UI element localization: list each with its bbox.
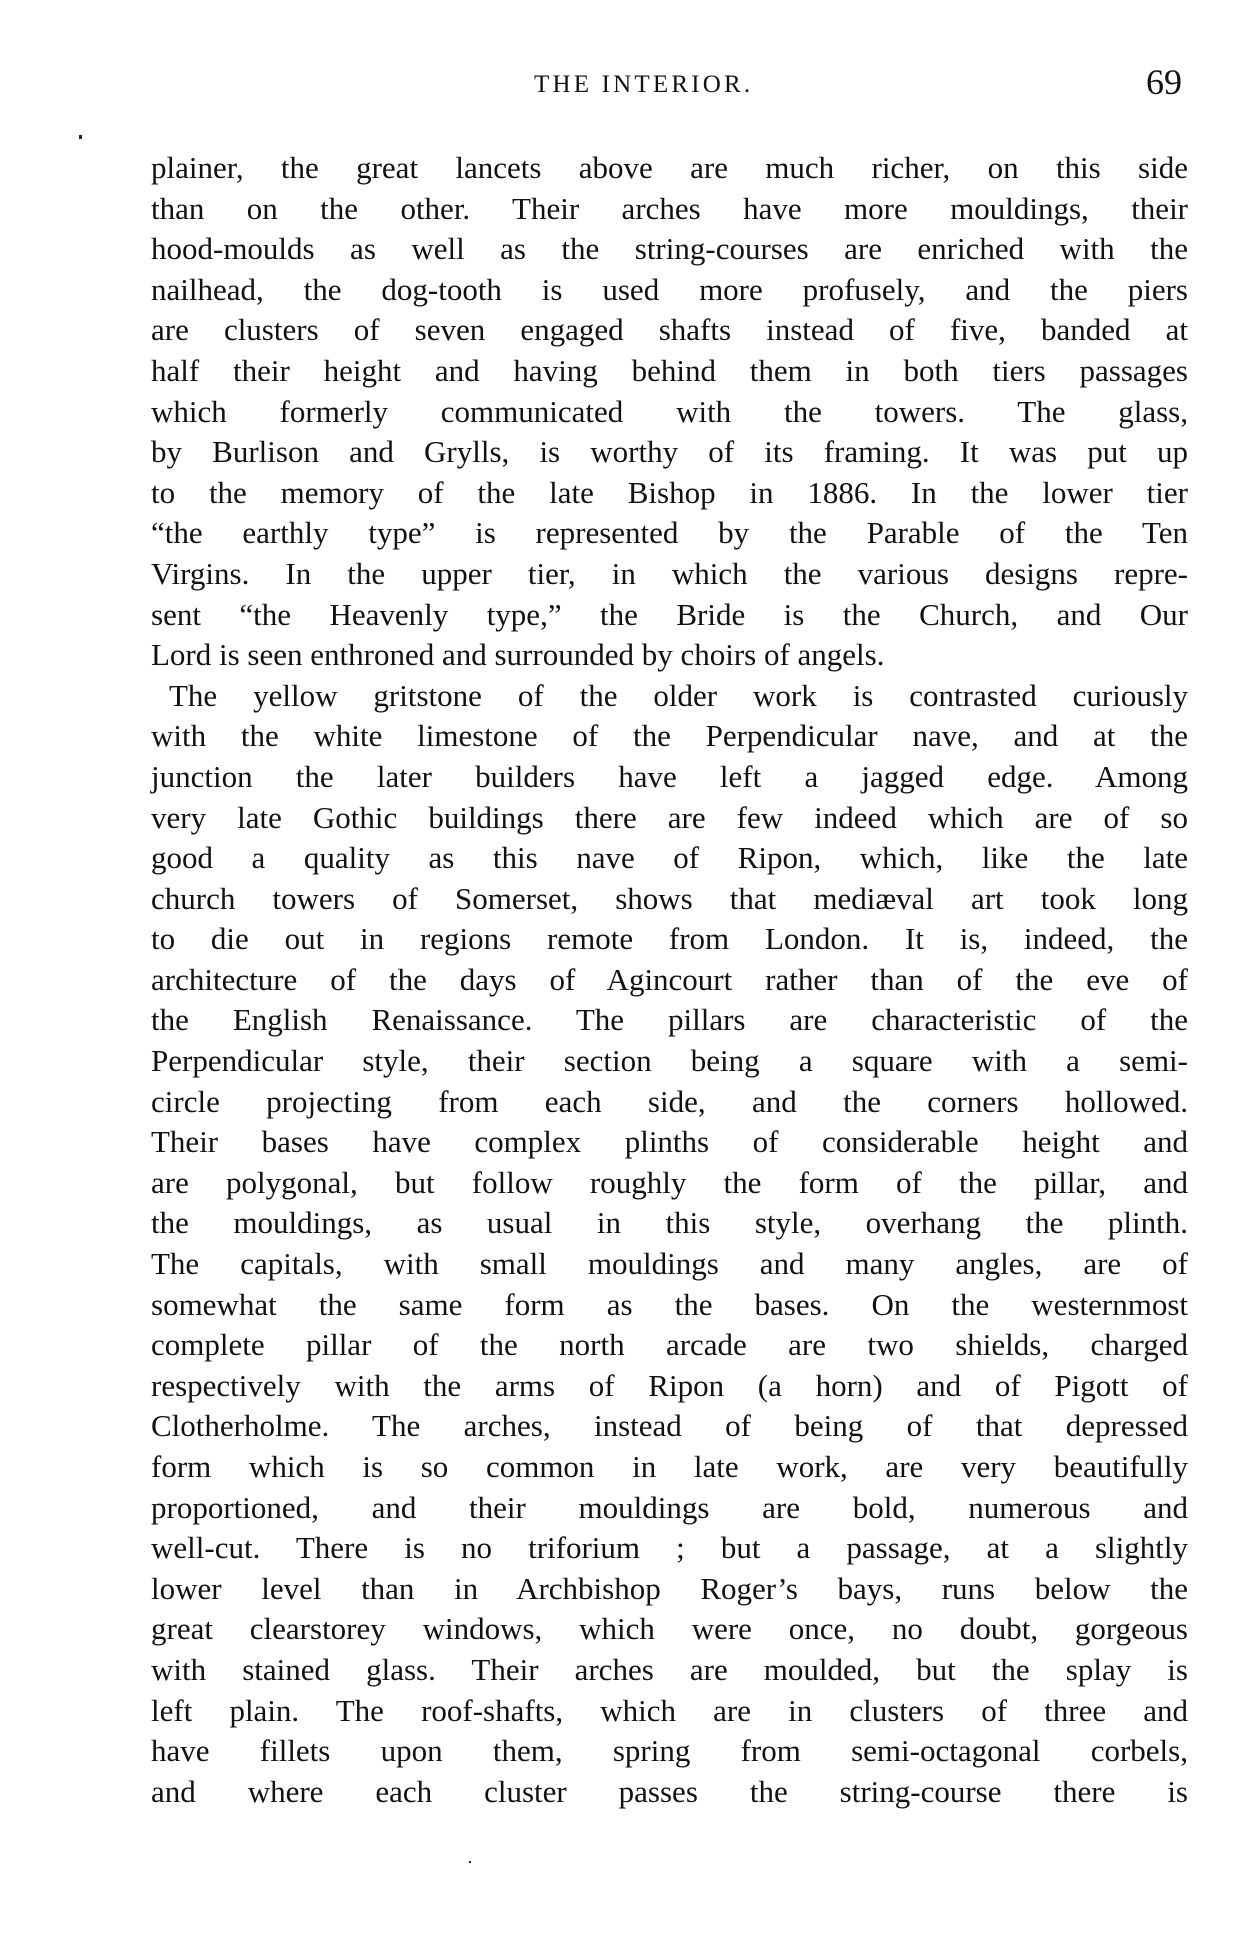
text-line: plainer, the great lancets above are much richer, on this side	[151, 150, 1188, 185]
text-line: “the earthly type” is represented by the Parable of the Ten	[151, 515, 1188, 551]
stray-ink-mark	[469, 1861, 471, 1863]
paragraph	[151, 148, 1188, 676]
text-line: nailhead, the dog-tooth is used more profusely, and the piers	[151, 271, 1188, 307]
text-line: left plain. The roof-shafts, which are in clusters of three and	[151, 1692, 1188, 1728]
text-line: to the memory of the late Bishop in 1886. In the lower tier	[151, 474, 1188, 510]
text-line: great clearstorey windows, which were once, no doubt, gorgeous	[151, 1611, 1188, 1647]
running-title: THE INTERIOR.	[534, 71, 754, 98]
text-line: form which is so common in late work, are very beautifully	[151, 1449, 1188, 1484]
text-line: architecture of the days of Agincourt rather than of the eve of	[151, 961, 1188, 997]
text-line: and where each cluster passes the string-course there is	[151, 1773, 1188, 1809]
text-line: circle projecting from each side, and the corners hollowed.	[151, 1083, 1188, 1119]
stray-ink-mark	[79, 135, 82, 139]
text-line: which formerly communicated with the towers. The glass,	[151, 393, 1188, 429]
text-line: well-cut. There is no triforium ; but a passage, at a slightly	[151, 1530, 1188, 1566]
text-line: with the white limestone of the Perpendicular nave, and at the	[151, 718, 1188, 754]
text-line: The capitals, with small mouldings and many angles, are of	[151, 1246, 1188, 1282]
text-line: The yellow gritstone of the older work is contrasted curiously	[169, 677, 1188, 713]
body-text	[151, 148, 1188, 1812]
text-line: Clotherholme. The arches, instead of being of that depressed	[151, 1408, 1188, 1444]
text-line: good a quality as this nave of Ripon, which, like the late	[151, 840, 1188, 876]
text-line: by Burlison and Grylls, is worthy of its framing. It was put up	[151, 434, 1188, 470]
text-line: hood-moulds as well as the string-courses are enriched with the	[151, 231, 1188, 267]
paragraph	[151, 676, 1188, 1813]
text-line: the mouldings, as usual in this style, overhang the plinth.	[151, 1205, 1188, 1241]
text-line: complete pillar of the north arcade are two shields, charged	[151, 1327, 1188, 1363]
text-line: very late Gothic buildings there are few indeed which are of so	[151, 799, 1188, 835]
text-line: sent “the Heavenly type,” the Bride is the Church, and Our	[151, 596, 1188, 632]
text-line: the English Renaissance. The pillars are characteristic of the	[151, 1002, 1188, 1038]
text-line: Their bases have complex plinths of considerable height and	[151, 1124, 1188, 1160]
page-number: 69	[1146, 62, 1182, 102]
text-line: church towers of Somerset, shows that mediæval art took long	[151, 880, 1188, 916]
text-line: proportioned, and their mouldings are bold, numerous and	[151, 1489, 1188, 1525]
text-line: respectively with the arms of Ripon (a horn) and of Pigott of	[151, 1367, 1188, 1403]
text-line: Perpendicular style, their section being a square with a semi-	[151, 1043, 1188, 1079]
text-line: are polygonal, but follow roughly the form of the pillar, and	[151, 1164, 1188, 1200]
text-line: have fillets upon them, spring from semi-octagonal corbels,	[151, 1733, 1188, 1769]
text-line: to die out in regions remote from London. It is, indeed, the	[151, 921, 1188, 957]
text-line: than on the other. Their arches have more mouldings, their	[151, 190, 1188, 226]
text-line: Lord is seen enthroned and surrounded by choirs of angels.	[151, 637, 885, 673]
text-line: with stained glass. Their arches are moulded, but the splay is	[151, 1651, 1188, 1687]
text-line: half their height and having behind them in both tiers passages	[151, 352, 1188, 388]
text-line: lower level than in Archbishop Roger’s bays, runs below the	[151, 1570, 1188, 1606]
text-line: junction the later builders have left a jagged edge. Among	[151, 758, 1188, 794]
running-head	[0, 62, 1244, 106]
text-line: are clusters of seven engaged shafts instead of five, banded at	[151, 312, 1188, 348]
text-line: somewhat the same form as the bases. On the westernmost	[151, 1286, 1188, 1322]
text-line: Virgins. In the upper tier, in which the various designs repre-	[151, 555, 1188, 591]
